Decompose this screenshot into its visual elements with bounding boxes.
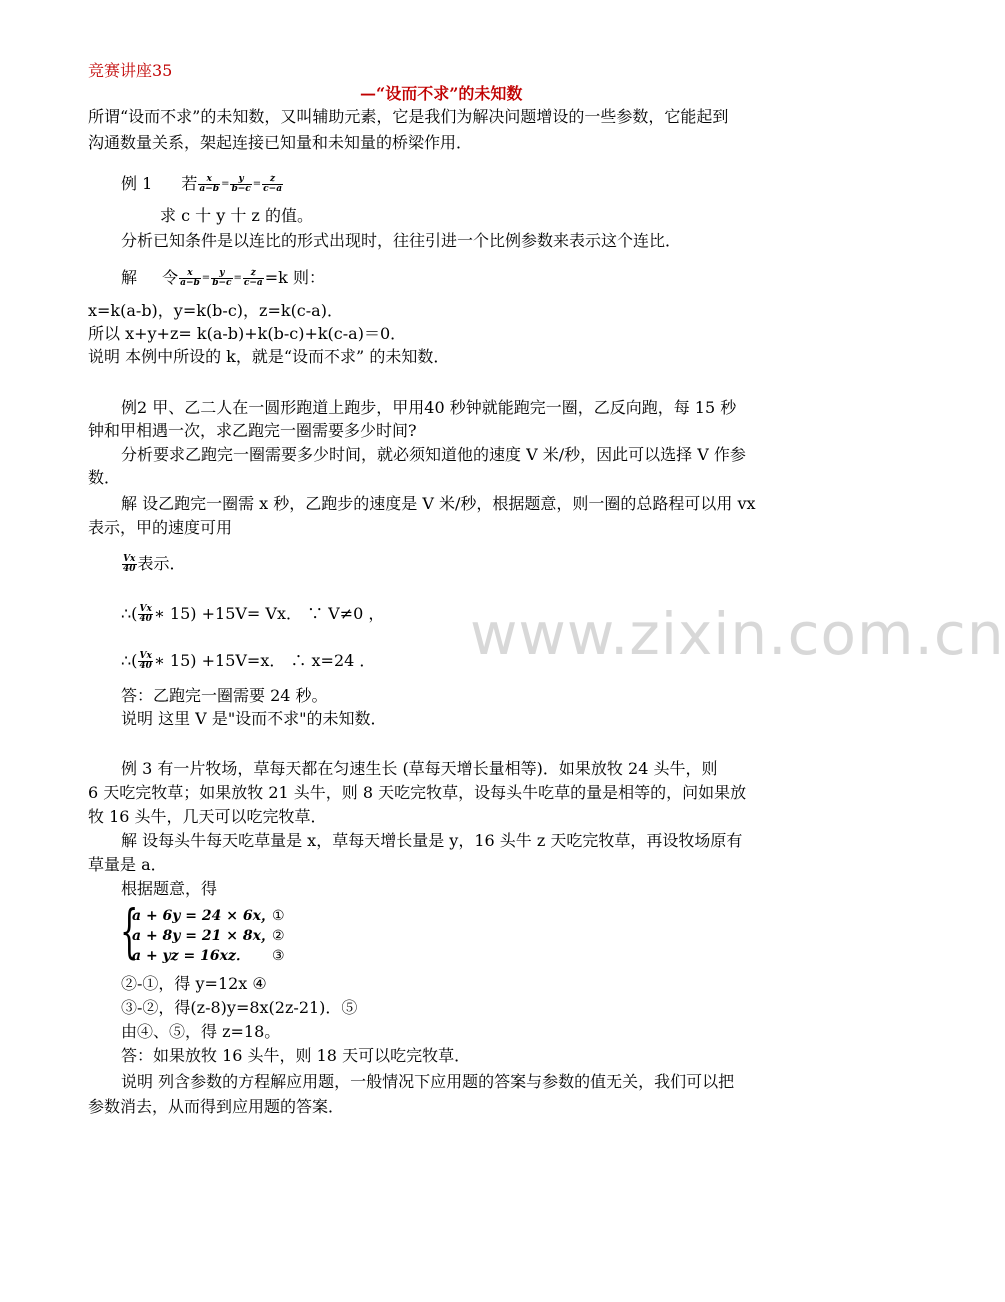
example-1-condition: 例 1 若 $\frac{x}{a-b}$ = $\frac{y}{b-c}$ = $\frac{z}{c-a}$ (121, 174, 283, 194)
fraction: $\frac{Vx}{40}$ (139, 604, 152, 624)
example-2-analysis: 分析要求乙跑完一圈需要多少时间，就必须知道他的速度 V 米/秒，因此可以选择 V 作参 (121, 445, 746, 464)
brace: { (120, 897, 139, 965)
example-2-solution: 解 设乙跑完一圈需 x 秒，乙跑步的速度是 V 米/秒，根据题意，则一圈的总路程可以用 vx (121, 494, 756, 513)
example-3-text: 例 3 有一片牧场，草每天都在匀速生长 (草每天增长量相等)．如果放牧 24 头牛，则 (121, 759, 718, 778)
example-3-answer: 答：如果放牧 16 头牛，则 18 天可以吃完牧草． (121, 1046, 471, 1065)
example-2-equation: ∴( $\frac{Vx}{40}$ ∗ 15) +15V=x． ∴ x=24 ． (121, 651, 376, 671)
example-2-text: 例2 甲、乙二人在一圆形跑道上跑步，甲用40 秒钟就能跑完一圈，乙反向跑，每 15 秒 (121, 398, 737, 417)
example-1-line: x=k(a-b)，y=k(b-c)，z=k(c-a)． (88, 301, 343, 320)
example-3-derivation: ③-②，得(z-8)y=8x(2z-21)．⑤ (121, 998, 358, 1017)
fraction: $\frac{Vx}{40}$ (123, 554, 136, 574)
example-1-question: 求 c 十 y 十 z 的值。 (160, 206, 313, 225)
example-2-answer: 答：乙跑完一圈需要 24 秒。 (121, 686, 328, 705)
example-2-speed: $\frac{Vx}{40}$ 表示． (123, 554, 186, 574)
fraction: $\frac{y}{b-c}$ (231, 174, 251, 194)
example-3-note: 说明 列含参数的方程解应用题，一般情况下应用题的答案与参数的值无关，我们可以把 (121, 1072, 735, 1091)
fraction: $\frac{z}{c-a}$ (263, 174, 283, 194)
example-3-note: 参数消去，从而得到应用题的答案． (88, 1097, 345, 1116)
fraction: $\frac{Vx}{40}$ (139, 651, 152, 671)
example-label: 例 1 (121, 174, 153, 193)
fraction: $\frac{z}{c-a}$ (243, 268, 263, 288)
example-2-note: 说明 这里 V 是"设而不求"的未知数． (121, 709, 387, 728)
example-1-line: 所以 x+y+z= k(a-b)+k(b-c)+k(c-a)＝0． (88, 324, 407, 343)
page-title: —“设而不求”的未知数 (360, 84, 523, 103)
example-3-text: 6 天吃完牧草；如果放牧 21 头牛，则 8 天吃完牧草，设每头牛吃草的量是相等的，问如果放 (88, 783, 747, 802)
equation-row: a + yz = 16xz． ③ (132, 948, 285, 964)
if-word: 若 (181, 174, 198, 193)
intro-line: 所谓“设而不求”的未知数，又叫辅助元素，它是我们为解决问题增设的一些参数，它能起到 (88, 107, 729, 126)
example-2-analysis: 数． (88, 468, 121, 487)
fraction: $\frac{y}{b-c}$ (212, 268, 232, 288)
solution-label: 解 (121, 268, 138, 287)
example-1-solution-start: 解 令 $\frac{x}{a-b}$ = $\frac{y}{b-c}$ = $\frac{z}{c-a}$ =k 则： (121, 268, 325, 288)
fraction: $\frac{x}{a-b}$ (199, 174, 220, 194)
example-3-solution: 解 设每头牛每天吃草量是 x，草每天增长量是 y，16 头牛 z 天吃完牧草，再设牧场原有 (121, 831, 743, 850)
example-2-equation: ∴( $\frac{Vx}{40}$ ∗ 15) +15V= Vx． ∵ V≠0 ， (121, 604, 385, 624)
example-2-solution: 表示，甲的速度可用 (88, 518, 233, 537)
equation-row: a + 8y = 21 × 8x， ② (132, 928, 285, 944)
example-3-solution: 根据题意，得 (121, 879, 218, 898)
example-1-analysis: 分析已知条件是以连比的形式出现时，往往引进一个比例参数来表示这个连比． (121, 231, 682, 250)
fraction: $\frac{x}{a-b}$ (180, 268, 200, 288)
example-3-derivation: ②-①，得 y=12x ④ (121, 974, 267, 993)
example-2-text: 钟和甲相遇一次，求乙跑完一圈需要多少时间? (88, 421, 417, 440)
lecture-number: 竞赛讲座35 (88, 61, 173, 80)
equation-row: a + 6y = 24 × 6x， ① (132, 908, 285, 924)
example-3-text: 牧 16 头牛，几天可以吃完牧草． (88, 807, 327, 826)
example-3-derivation: 由④、⑤，得 z=18。 (121, 1022, 281, 1041)
example-3-solution: 草量是 a． (88, 855, 167, 874)
intro-line: 沟通数量关系，架起连接已知量和未知量的桥梁作用． (88, 133, 473, 152)
watermark: www.zixin.com.cn (470, 600, 1005, 668)
let-word: 令 (162, 268, 179, 287)
example-1-note: 说明 本例中所设的 k，就是“设而不求” 的未知数． (88, 347, 450, 366)
